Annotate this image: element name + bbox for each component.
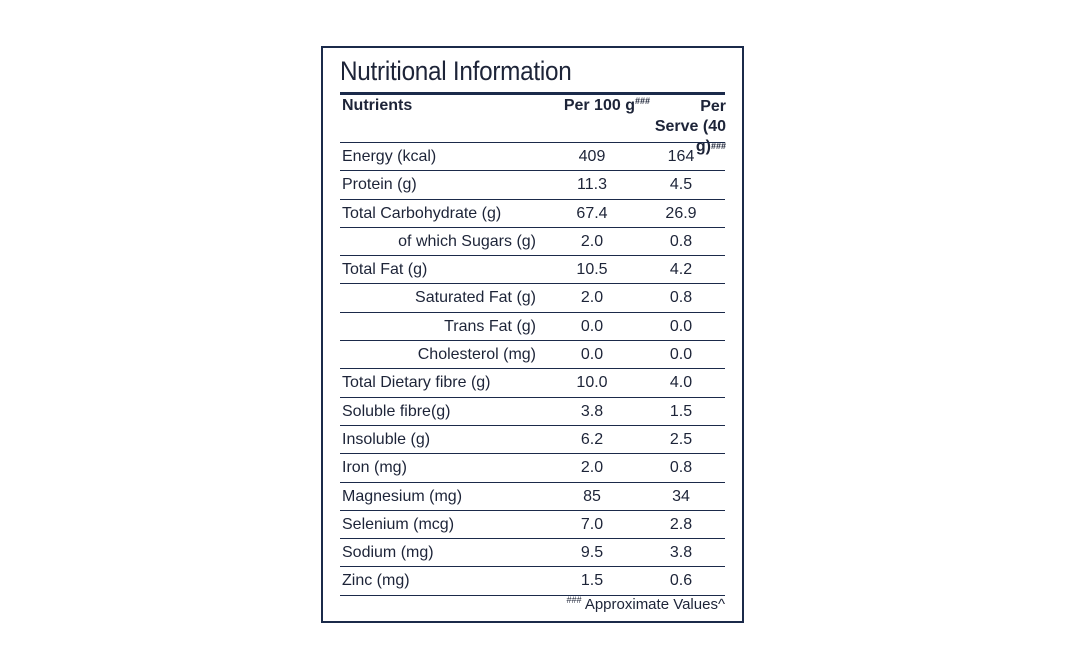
- table-row: [340, 284, 725, 312]
- nutrient-name: Total Dietary fibre (g): [342, 374, 491, 392]
- nutrition-panel: [321, 46, 744, 623]
- header-per-serve-mark: ###: [710, 141, 726, 151]
- nutrient-name: Soluble fibre(g): [342, 402, 451, 420]
- footnote-mark: ###: [566, 595, 582, 605]
- footnote-text: Approximate Values^: [584, 596, 725, 613]
- value-per-serve: 4.5: [669, 176, 693, 194]
- title-divider: [340, 92, 725, 95]
- table-row: [340, 256, 725, 284]
- value-per-serve: 4.0: [669, 374, 693, 392]
- value-per-100g: 2.0: [580, 289, 604, 307]
- nutrient-name: Sodium (mg): [342, 544, 434, 562]
- nutrient-name: Iron (mg): [342, 459, 407, 477]
- nutrient-name: Magnesium (mg): [342, 487, 463, 505]
- value-per-100g: 2.0: [580, 459, 604, 477]
- nutrient-name: Protein (g): [342, 176, 417, 194]
- table-row: [340, 171, 725, 199]
- value-per-100g: 85: [583, 487, 601, 505]
- value-per-serve: 0.8: [669, 232, 693, 250]
- table-row: [340, 398, 725, 426]
- table-row: [340, 313, 725, 341]
- value-per-serve: 0.0: [669, 346, 693, 364]
- nutrient-name: Energy (kcal): [342, 148, 437, 165]
- value-per-100g: 7.0: [580, 515, 604, 533]
- table-row: [340, 200, 725, 228]
- nutrient-name: Total Fat (g): [342, 261, 428, 279]
- nutrient-name: Selenium (mcg): [342, 515, 455, 533]
- table-row: [340, 483, 725, 511]
- value-per-100g: 9.5: [580, 544, 604, 562]
- value-per-serve: 0.8: [669, 289, 693, 307]
- value-per-100g: 67.4: [576, 204, 608, 222]
- table-row: [340, 426, 725, 454]
- value-per-100g: 1.5: [580, 572, 604, 590]
- value-per-100g: 2.0: [580, 232, 604, 250]
- table-row: [340, 454, 725, 482]
- header-per-serve-label: Per Serve (40 g): [654, 98, 726, 155]
- value-per-serve: 3.8: [669, 544, 693, 562]
- value-per-serve: 4.2: [669, 261, 693, 279]
- nutrient-name: of which Sugars (g): [398, 232, 536, 250]
- value-per-serve: 34: [672, 487, 690, 505]
- panel-title: Nutritional Information: [340, 56, 572, 86]
- value-per-serve: 2.8: [669, 515, 693, 533]
- table-row: [340, 228, 725, 256]
- value-per-serve: 26.9: [665, 204, 697, 222]
- value-per-100g: 6.2: [580, 430, 604, 448]
- value-per-serve: 0.0: [669, 317, 693, 335]
- value-per-100g: 10.0: [576, 374, 608, 392]
- value-per-serve: 1.5: [669, 402, 693, 420]
- nutrient-name: Trans Fat (g): [444, 317, 536, 335]
- header-per-100g-label: Per 100 g: [563, 97, 635, 114]
- value-per-serve: 164: [667, 148, 695, 165]
- table-row: [340, 143, 725, 171]
- value-per-100g: 11.3: [577, 176, 607, 194]
- value-per-serve: 0.6: [669, 572, 693, 590]
- table-header: [340, 96, 726, 155]
- value-per-100g: 0.0: [580, 346, 604, 364]
- table-row: [340, 341, 725, 369]
- table-row: [340, 539, 725, 567]
- table-row: [340, 369, 725, 397]
- table-row: [340, 567, 725, 595]
- header-per-100g-mark: ###: [634, 96, 650, 106]
- value-per-serve: 2.5: [669, 430, 693, 448]
- value-per-serve: 0.8: [669, 459, 693, 477]
- nutrient-name: Saturated Fat (g): [415, 289, 536, 307]
- header-per-100g: [554, 97, 650, 115]
- nutrient-name: Insoluble (g): [342, 430, 431, 448]
- nutrient-name: Zinc (mg): [342, 572, 410, 590]
- value-per-100g: 10.5: [576, 261, 608, 279]
- header-nutrients: Nutrients: [342, 97, 413, 114]
- value-per-100g: 409: [578, 148, 606, 165]
- table-row: [340, 511, 725, 539]
- nutrient-rows: [340, 142, 725, 596]
- value-per-100g: 3.8: [580, 402, 604, 420]
- footnote: [566, 596, 725, 613]
- value-per-100g: 0.0: [580, 317, 604, 335]
- nutrient-name: Total Carbohydrate (g): [342, 204, 502, 222]
- nutrient-name: Cholesterol (mg): [417, 346, 536, 364]
